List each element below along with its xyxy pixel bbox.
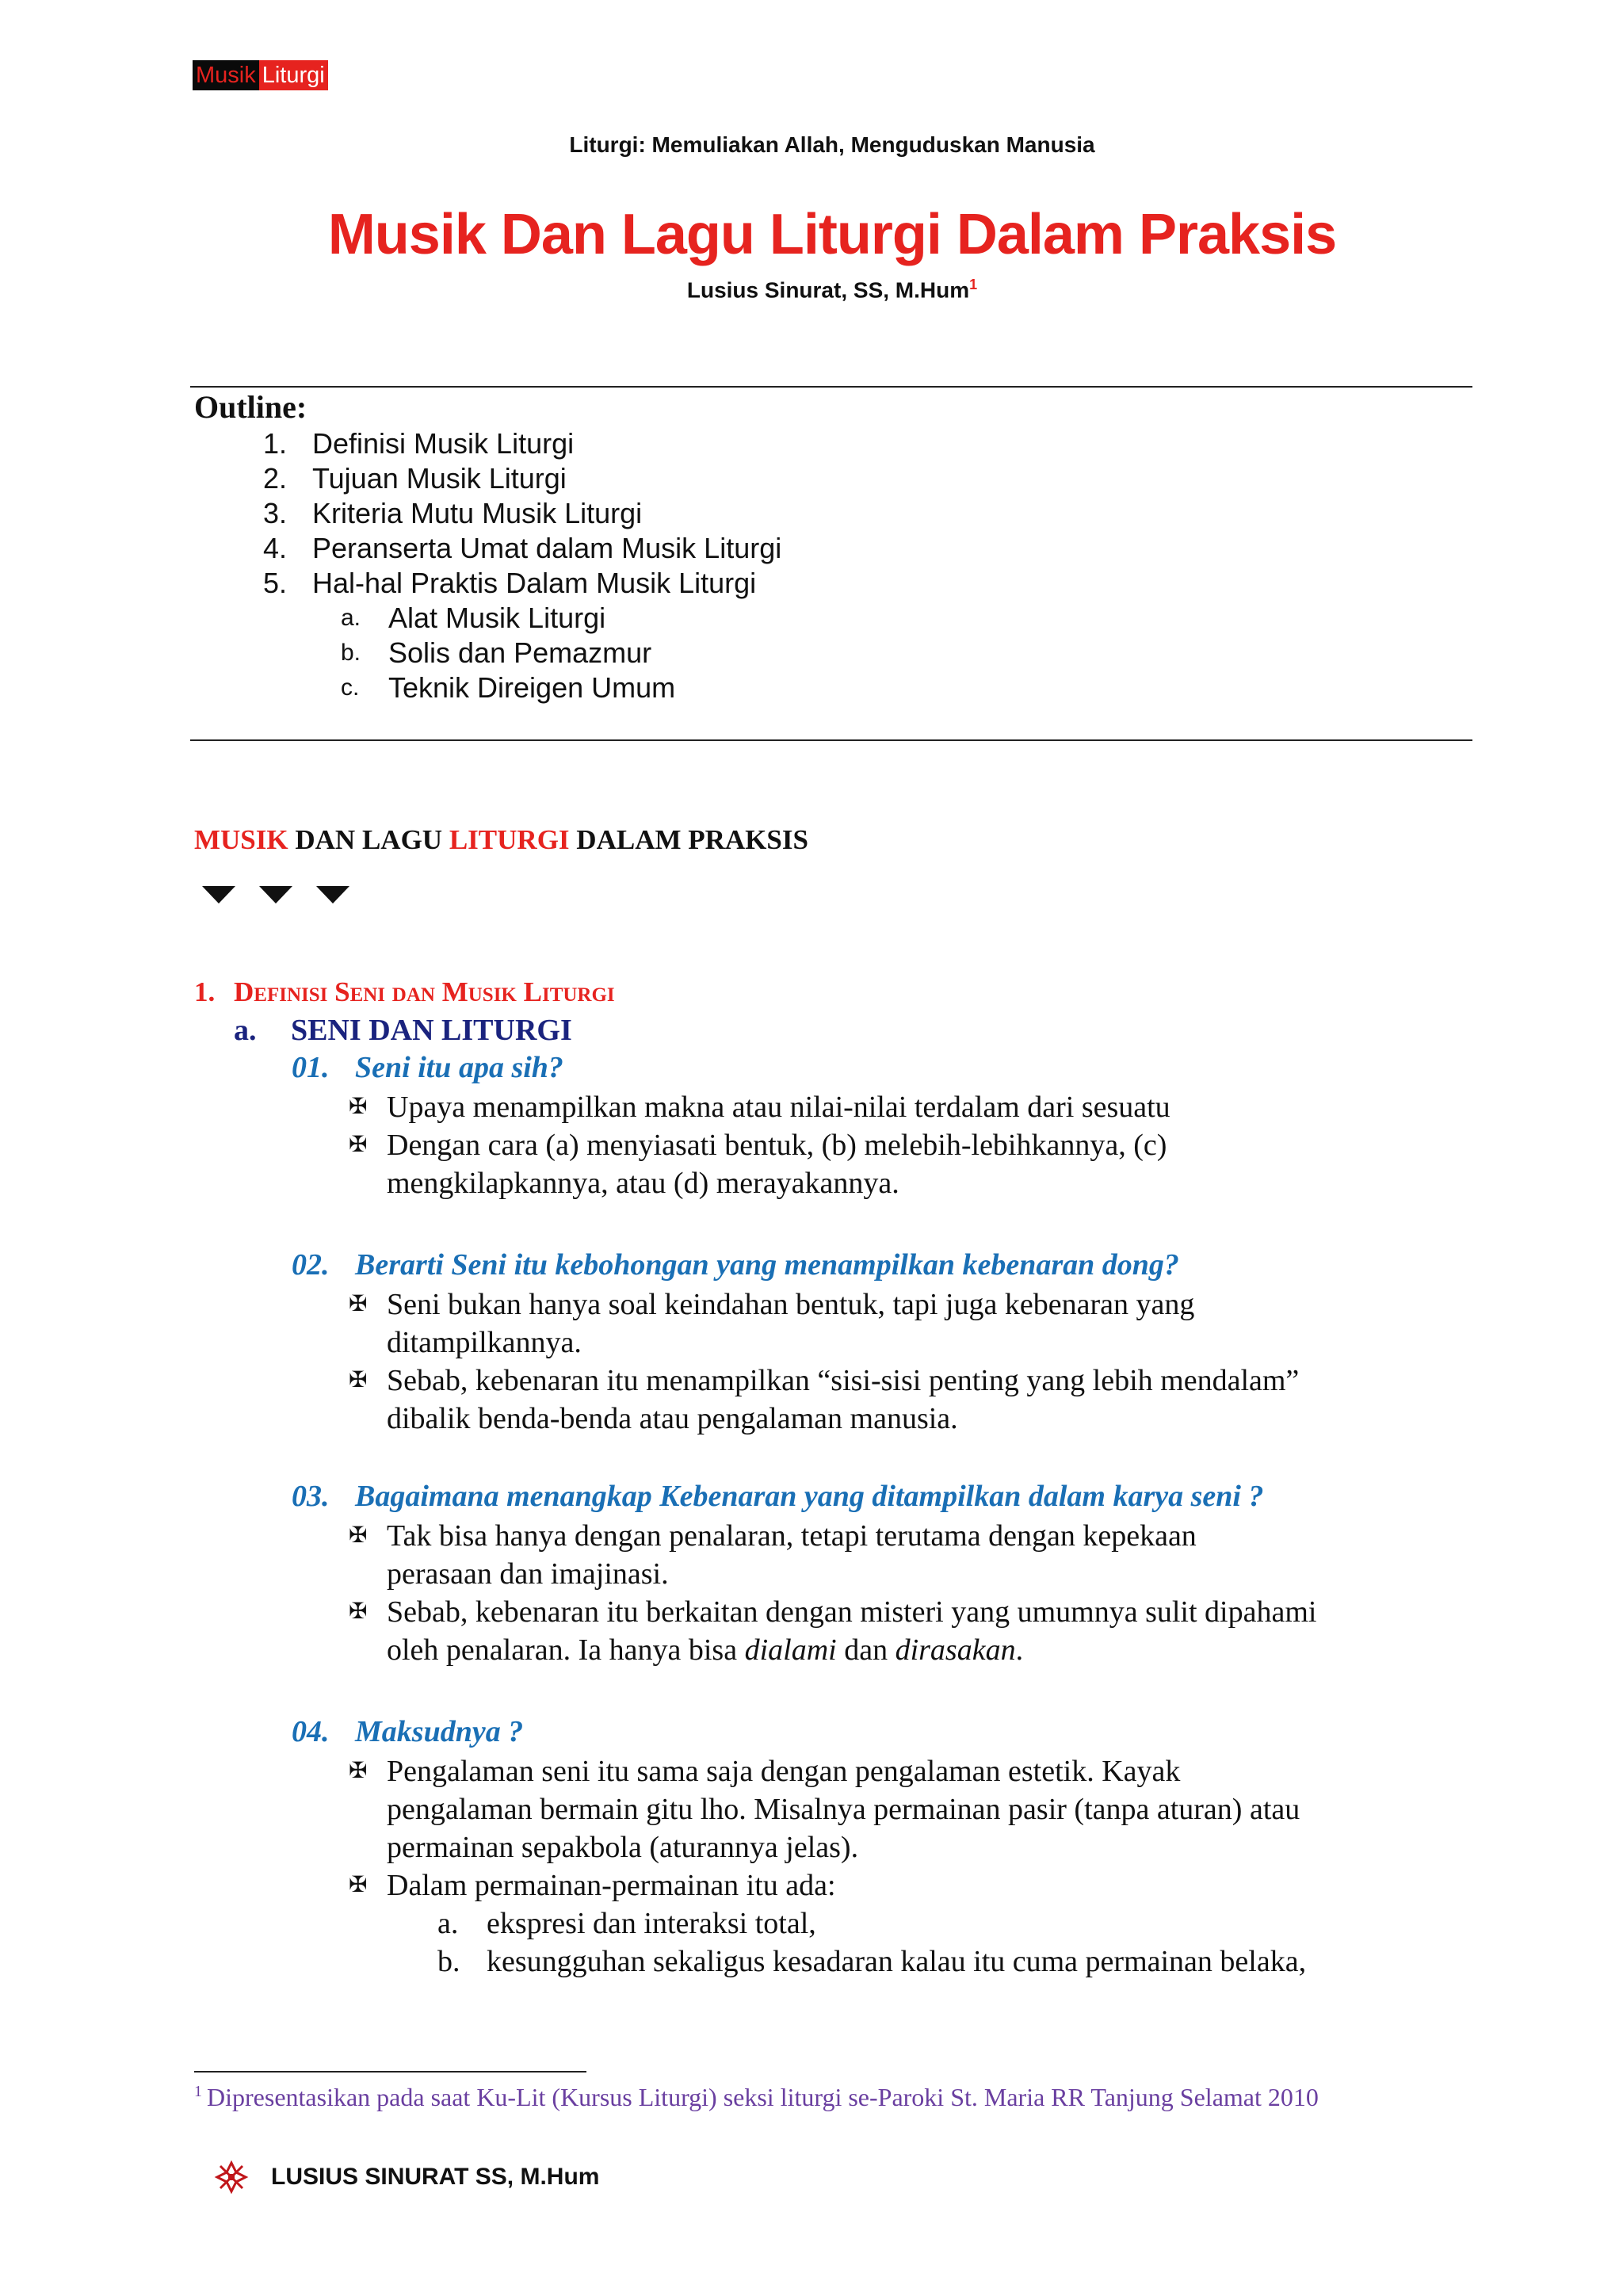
triangle-down-icon (202, 886, 235, 904)
outline-item (238, 426, 781, 461)
bullet-item (349, 1517, 1316, 1593)
header-tag-part2: Liturgi (259, 60, 328, 90)
outline-item-num: 1. (262, 427, 287, 460)
cross-bullet-icon: ✠ (349, 1599, 368, 1624)
cross-bullet-icon: ✠ (349, 1095, 368, 1119)
cross-bullet-icon: ✠ (349, 1292, 368, 1316)
bullet-line: pengalaman bermain gitu lho. Misalnya permainan pasir (tanpa aturan) atau (387, 1793, 1300, 1826)
outline-top-rule (190, 386, 1472, 388)
bullet-emphasis: dialami (744, 1633, 837, 1667)
footnote-text: Dipresentasikan pada saat Ku-Lit (Kursus Liturgi) seksi liturgi se-Paroki St. Maria RR Tanjung Selamat 2010 (207, 2083, 1319, 2111)
question-num: 03. (292, 1480, 330, 1513)
question-heading (292, 1714, 523, 1749)
heading-1 (194, 976, 615, 1008)
cross-bullet-icon: ✠ (349, 1368, 368, 1392)
outline-item-text: Tujuan Musik Liturgi (312, 462, 567, 495)
bullet-list (349, 1517, 1316, 1669)
outline-item-text: Peranserta Umat dalam Musik Liturgi (312, 532, 782, 564)
bullet-line: Dengan cara (a) menyiasati bentuk, (b) melebih-lebihkannya, (c) (387, 1129, 1167, 1162)
bullet-line: Sebab, kebenaran itu menampilkan “sisi-sisi penting yang lebih mendalam” (387, 1364, 1300, 1397)
bullet-text: . (1015, 1633, 1024, 1667)
outline-subitem-text: Solis dan Pemazmur (388, 636, 652, 669)
cross-bullet-icon: ✠ (349, 1873, 368, 1897)
bullet-item (349, 1126, 1170, 1202)
outline-subitem-num: c. (341, 674, 360, 701)
outline-item (238, 531, 781, 566)
question-text: Seni itu apa sih? (355, 1051, 563, 1084)
sub-list (437, 1904, 1306, 1981)
header-tag (193, 60, 328, 90)
bullet-item (349, 1286, 1299, 1362)
outline-item-num: 2. (262, 462, 287, 495)
heading-1-num: 1. (194, 976, 216, 1007)
question-text: Maksudnya ? (355, 1715, 524, 1748)
sub-list-item (437, 1904, 1306, 1943)
outline-subitem (341, 670, 675, 705)
sub-list-text: kesungguhan sekaligus kesadaran kalau itu cuma permainan belaka, (487, 1945, 1307, 1978)
bullet-item (349, 1866, 1300, 1904)
outline-item-num: 4. (262, 532, 287, 564)
bullet-list (349, 1286, 1299, 1438)
outline-sublist (341, 601, 675, 705)
bullet-line: ditampilkannya. (387, 1326, 582, 1359)
question-num: 01. (292, 1051, 330, 1084)
cross-bullet-icon: ✠ (349, 1133, 368, 1157)
bullet-line: Tak bisa hanya dengan penalaran, tetapi terutama dengan kepekaan (387, 1519, 1197, 1553)
outline-item (238, 496, 781, 531)
header-tag-part1: Musik (193, 60, 259, 90)
heading-1-text: Definisi Seni dan Musik Liturgi (234, 976, 615, 1007)
outline-list (238, 426, 781, 601)
question-text: Bagaimana menangkap Kebenaran yang ditampilkan dalam karya seni ? (355, 1480, 1264, 1513)
outline-subitem-num: b. (341, 640, 361, 666)
bullet-line (387, 1631, 1316, 1669)
cross-bullet-icon: ✠ (349, 1759, 368, 1783)
outline-item-num: 3. (262, 497, 287, 529)
bullet-item (349, 1088, 1170, 1126)
heading-a-text: SENI DAN LITURGI (291, 1014, 572, 1047)
question-heading (292, 1479, 1263, 1514)
footer-text: LUSIUS SINURAT SS, M.Hum (271, 2164, 600, 2190)
outline-subitem-num: a. (341, 605, 361, 631)
bullet-list (349, 1088, 1170, 1202)
bullet-line: perasaan dan imajinasi. (387, 1557, 669, 1591)
footnote-rule (194, 2071, 586, 2073)
footnote (194, 2083, 1319, 2112)
bullet-list (349, 1752, 1300, 1904)
section-title-word: DALAM PRAKSIS (569, 824, 808, 855)
bullet-item (349, 1752, 1300, 1866)
outline-subitem-text: Teknik Direigen Umum (388, 671, 676, 704)
question-heading (292, 1247, 1179, 1282)
outline-heading: Outline: (194, 389, 307, 425)
author-name: Lusius Sinurat, SS, M.Hum (686, 277, 970, 303)
outline-item-text: Hal-hal Praktis Dalam Musik Liturgi (312, 567, 757, 599)
heading-a-num: a. (234, 1014, 257, 1047)
outline-item-text: Definisi Musik Liturgi (312, 427, 575, 460)
cross-logo-icon (214, 2160, 249, 2195)
outline-subitem (341, 601, 675, 636)
question-num: 02. (292, 1248, 330, 1282)
sub-list-item (437, 1943, 1306, 1981)
question-num: 04. (292, 1715, 330, 1748)
bullet-line: Dalam permainan-permainan itu ada: (387, 1869, 836, 1902)
cross-bullet-icon: ✠ (349, 1523, 368, 1548)
sub-list-text: ekspresi dan interaksi total, (487, 1907, 816, 1940)
bullet-line: mengkilapkannya, atau (d) merayakannya. (387, 1167, 899, 1200)
bullet-line: permainan sepakbola (aturannya jelas). (387, 1831, 859, 1864)
author-line (190, 277, 1474, 303)
page-footer (214, 2160, 599, 2195)
section-title-word: MUSIK (194, 824, 288, 855)
decorative-arrows (202, 886, 349, 904)
triangle-down-icon (259, 886, 292, 904)
bullet-text: dan (836, 1633, 896, 1667)
triangle-down-icon (316, 886, 349, 904)
bullet-line: Sebab, kebenaran itu berkaitan dengan misteri yang umumnya sulit dipahami (387, 1595, 1317, 1629)
footnote-num: 1 (194, 2083, 202, 2101)
bullet-item (349, 1593, 1316, 1669)
supertitle: Liturgi: Memuliakan Allah, Menguduskan Manusia (569, 132, 1095, 157)
section-title-word: LITURGI (449, 824, 570, 855)
outline-item-num: 5. (262, 567, 287, 599)
sub-list-num: a. (437, 1907, 459, 1940)
outline-item (238, 566, 781, 601)
question-heading (292, 1050, 563, 1085)
bullet-line: Seni bukan hanya soal keindahan bentuk, tapi juga kebenaran yang (387, 1288, 1195, 1321)
bullet-line: Upaya menampilkan makna atau nilai-nilai terdalam dari sesuatu (387, 1091, 1170, 1124)
heading-a (234, 1013, 572, 1048)
outline-item-text: Kriteria Mutu Musik Liturgi (312, 497, 643, 529)
bullet-text: oleh penalaran. Ia hanya bisa (387, 1633, 745, 1667)
outline-subitem-text: Alat Musik Liturgi (388, 602, 606, 634)
outline-subitem (341, 636, 675, 670)
section-title (194, 824, 808, 856)
page-title: Musik Dan Lagu Liturgi Dalam Praksis (327, 203, 1337, 266)
bullet-item (349, 1362, 1299, 1438)
bullet-line: Pengalaman seni itu sama saja dengan pengalaman estetik. Kayak (387, 1755, 1181, 1788)
bullet-emphasis: dirasakan (895, 1633, 1016, 1667)
bullet-line: dibalik benda-benda atau pengalaman manusia. (387, 1402, 958, 1435)
author-footnote-ref[interactable]: 1 (969, 277, 978, 292)
outline-item (238, 461, 781, 496)
outline-bottom-rule (190, 739, 1472, 741)
section-title-word: DAN LAGU (288, 824, 449, 855)
sub-list-num: b. (437, 1945, 460, 1978)
question-text: Berarti Seni itu kebohongan yang menampilkan kebenaran dong? (355, 1248, 1179, 1282)
